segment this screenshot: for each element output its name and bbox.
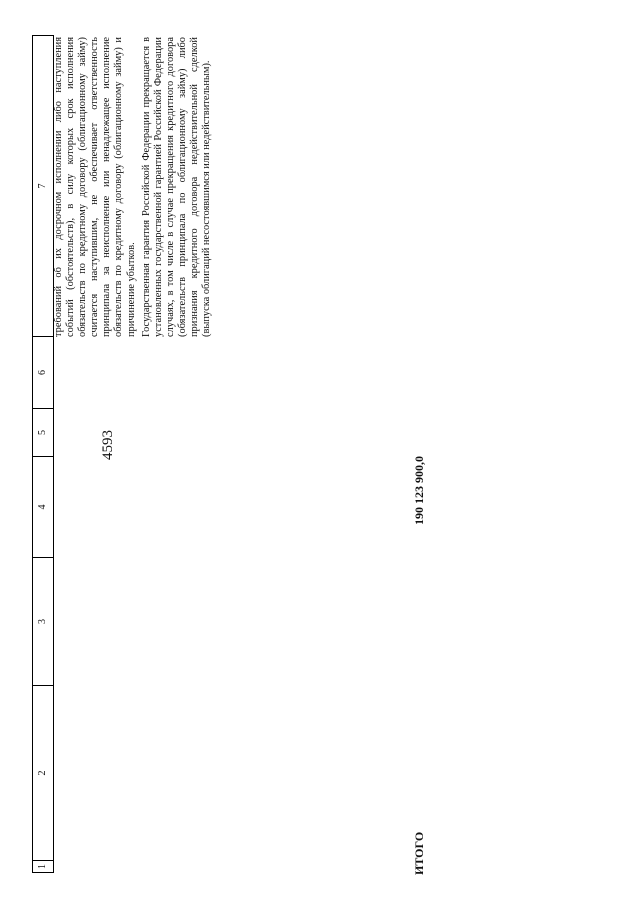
total-label: ИТОГО	[412, 831, 426, 875]
header-col-6: 6	[33, 336, 53, 408]
page-number: 4593	[100, 430, 116, 460]
header-col-5: 5	[33, 408, 53, 456]
col7-paragraph: Государственная гарантия Российской Федерации прекращается в установленных государственной гарантией Российской Федерации случаях, в том числе в случае прекращения кредитного договора (обязательств принципала по облигационному займу) либо признания кредитного договора недействительной сделкой (выпуска облигаций несостоявшимся или недействительным).	[140, 37, 213, 337]
header-col-1: 1	[33, 860, 53, 872]
header-col-3: 3	[33, 557, 53, 685]
header-col-4: 4	[33, 456, 53, 557]
table-header-row	[32, 35, 54, 873]
total-value: 190 123 900,0	[412, 456, 426, 525]
col7-paragraph: требований об их досрочном исполнении либо наступления событий (обстоятельств), в силу которых срок исполнения обязательств по кредитному договору (облигационному займу) считается наступившим, не обеспечивает ответственность принципала за неисполнение или ненадлежащее исполнение обязательств по кредитному договору (облигационному займу) и причинение убытков.	[53, 37, 137, 337]
header-col-7: 7	[37, 183, 48, 189]
header-col-2: 2	[33, 685, 53, 860]
col7-text	[53, 37, 216, 337]
